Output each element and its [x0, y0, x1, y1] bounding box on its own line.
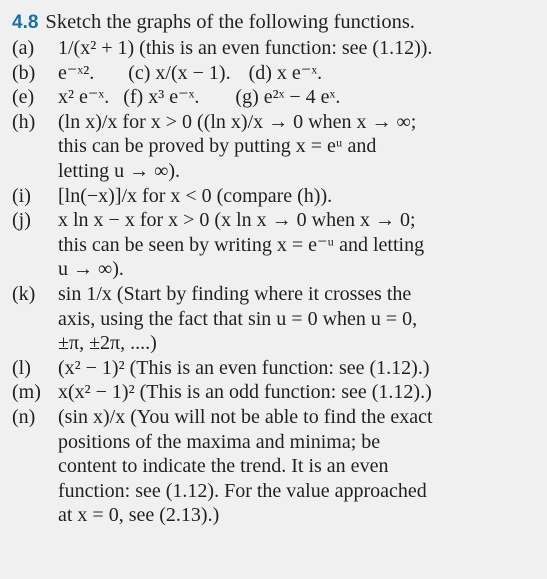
exercise-heading	[12, 9, 537, 36]
item-text-line: 1/(x² + 1) (this is an even function: see (1.12)).	[58, 37, 433, 59]
item-part: (c) x/(x − 1).	[128, 61, 231, 84]
item-text-line: this can be proved by putting x = eᵘ and	[58, 135, 377, 158]
item-body	[58, 282, 537, 356]
exercise-item	[12, 110, 537, 184]
item-label: (i)	[12, 184, 31, 207]
item-body	[58, 184, 537, 209]
item-text-line: (sin x)/x (You will not be able to find the exact	[58, 405, 433, 428]
item-body	[58, 61, 537, 86]
item-text-line: letting u → ∞).	[58, 159, 181, 182]
item-text-line: x(x² − 1)² (This is an odd function: see (1.12).)	[58, 381, 432, 404]
item-text-line: axis, using the fact that sin u = 0 when u = 0,	[58, 307, 418, 330]
item-body	[58, 380, 537, 405]
item-text-line: function: see (1.12). For the value approached	[58, 479, 427, 502]
item-part: e⁻ˣ².	[58, 61, 95, 84]
item-part: (f) x³ e⁻ˣ.	[123, 86, 200, 109]
item-text-line: at x = 0, see (2.13).)	[58, 504, 220, 527]
item-body	[58, 208, 537, 282]
item-label: (j)	[12, 209, 31, 232]
exercise-item	[12, 380, 537, 405]
item-text-line: (x² − 1)² (This is an even function: see (1.12).)	[58, 356, 430, 379]
item-body	[58, 405, 537, 528]
item-text-line: u → ∞).	[58, 258, 124, 281]
item-text-line: this can be seen by writing x = e⁻ᵘ and letting	[58, 233, 425, 256]
item-text-line: sin 1/x (Start by finding where it crosses the	[58, 282, 412, 305]
exercise-item	[12, 36, 537, 61]
item-body	[58, 36, 537, 61]
exercise-item	[12, 405, 537, 528]
item-text-line: [ln(−x)]/x for x < 0 (compare (h)).	[58, 184, 333, 207]
item-part: x² e⁻ˣ.	[58, 86, 110, 109]
item-label: (a)	[12, 37, 35, 59]
item-label: (n)	[12, 405, 36, 428]
item-label: (k)	[12, 282, 36, 305]
item-label: (b)	[12, 61, 36, 84]
exercise-number: 4.8	[12, 12, 39, 33]
exercise-title: Sketch the graphs of the following functions.	[45, 11, 415, 33]
item-part: (g) e²ˣ − 4 eˣ.	[235, 86, 341, 109]
item-text-line: ±π, ±2π, ....)	[58, 332, 157, 355]
item-label: (h)	[12, 110, 36, 133]
exercise-item	[12, 208, 537, 282]
item-label: (m)	[12, 381, 41, 404]
exercise-item	[12, 61, 537, 86]
exercise-item	[12, 282, 537, 356]
item-body	[58, 85, 537, 110]
item-text-line: content to indicate the trend. It is an even	[58, 455, 389, 478]
item-text-line: positions of the maxima and minima; be	[58, 430, 381, 453]
item-body	[58, 356, 537, 381]
item-text-line	[58, 61, 537, 86]
item-label: (e)	[12, 86, 35, 109]
exercise-item	[12, 85, 537, 110]
item-label: (l)	[12, 356, 31, 379]
item-body	[58, 110, 537, 184]
item-text-line: (ln x)/x for x > 0 ((ln x)/x → 0 when x → ∞;	[58, 110, 417, 133]
exercise-items	[12, 36, 537, 528]
item-part: (d) x e⁻ˣ.	[248, 61, 323, 84]
exercise-item	[12, 184, 537, 209]
item-text-line: x ln x − x for x > 0 (x ln x → 0 when x → 0;	[58, 209, 416, 232]
exercise-item	[12, 356, 537, 381]
item-text-line	[58, 85, 537, 110]
